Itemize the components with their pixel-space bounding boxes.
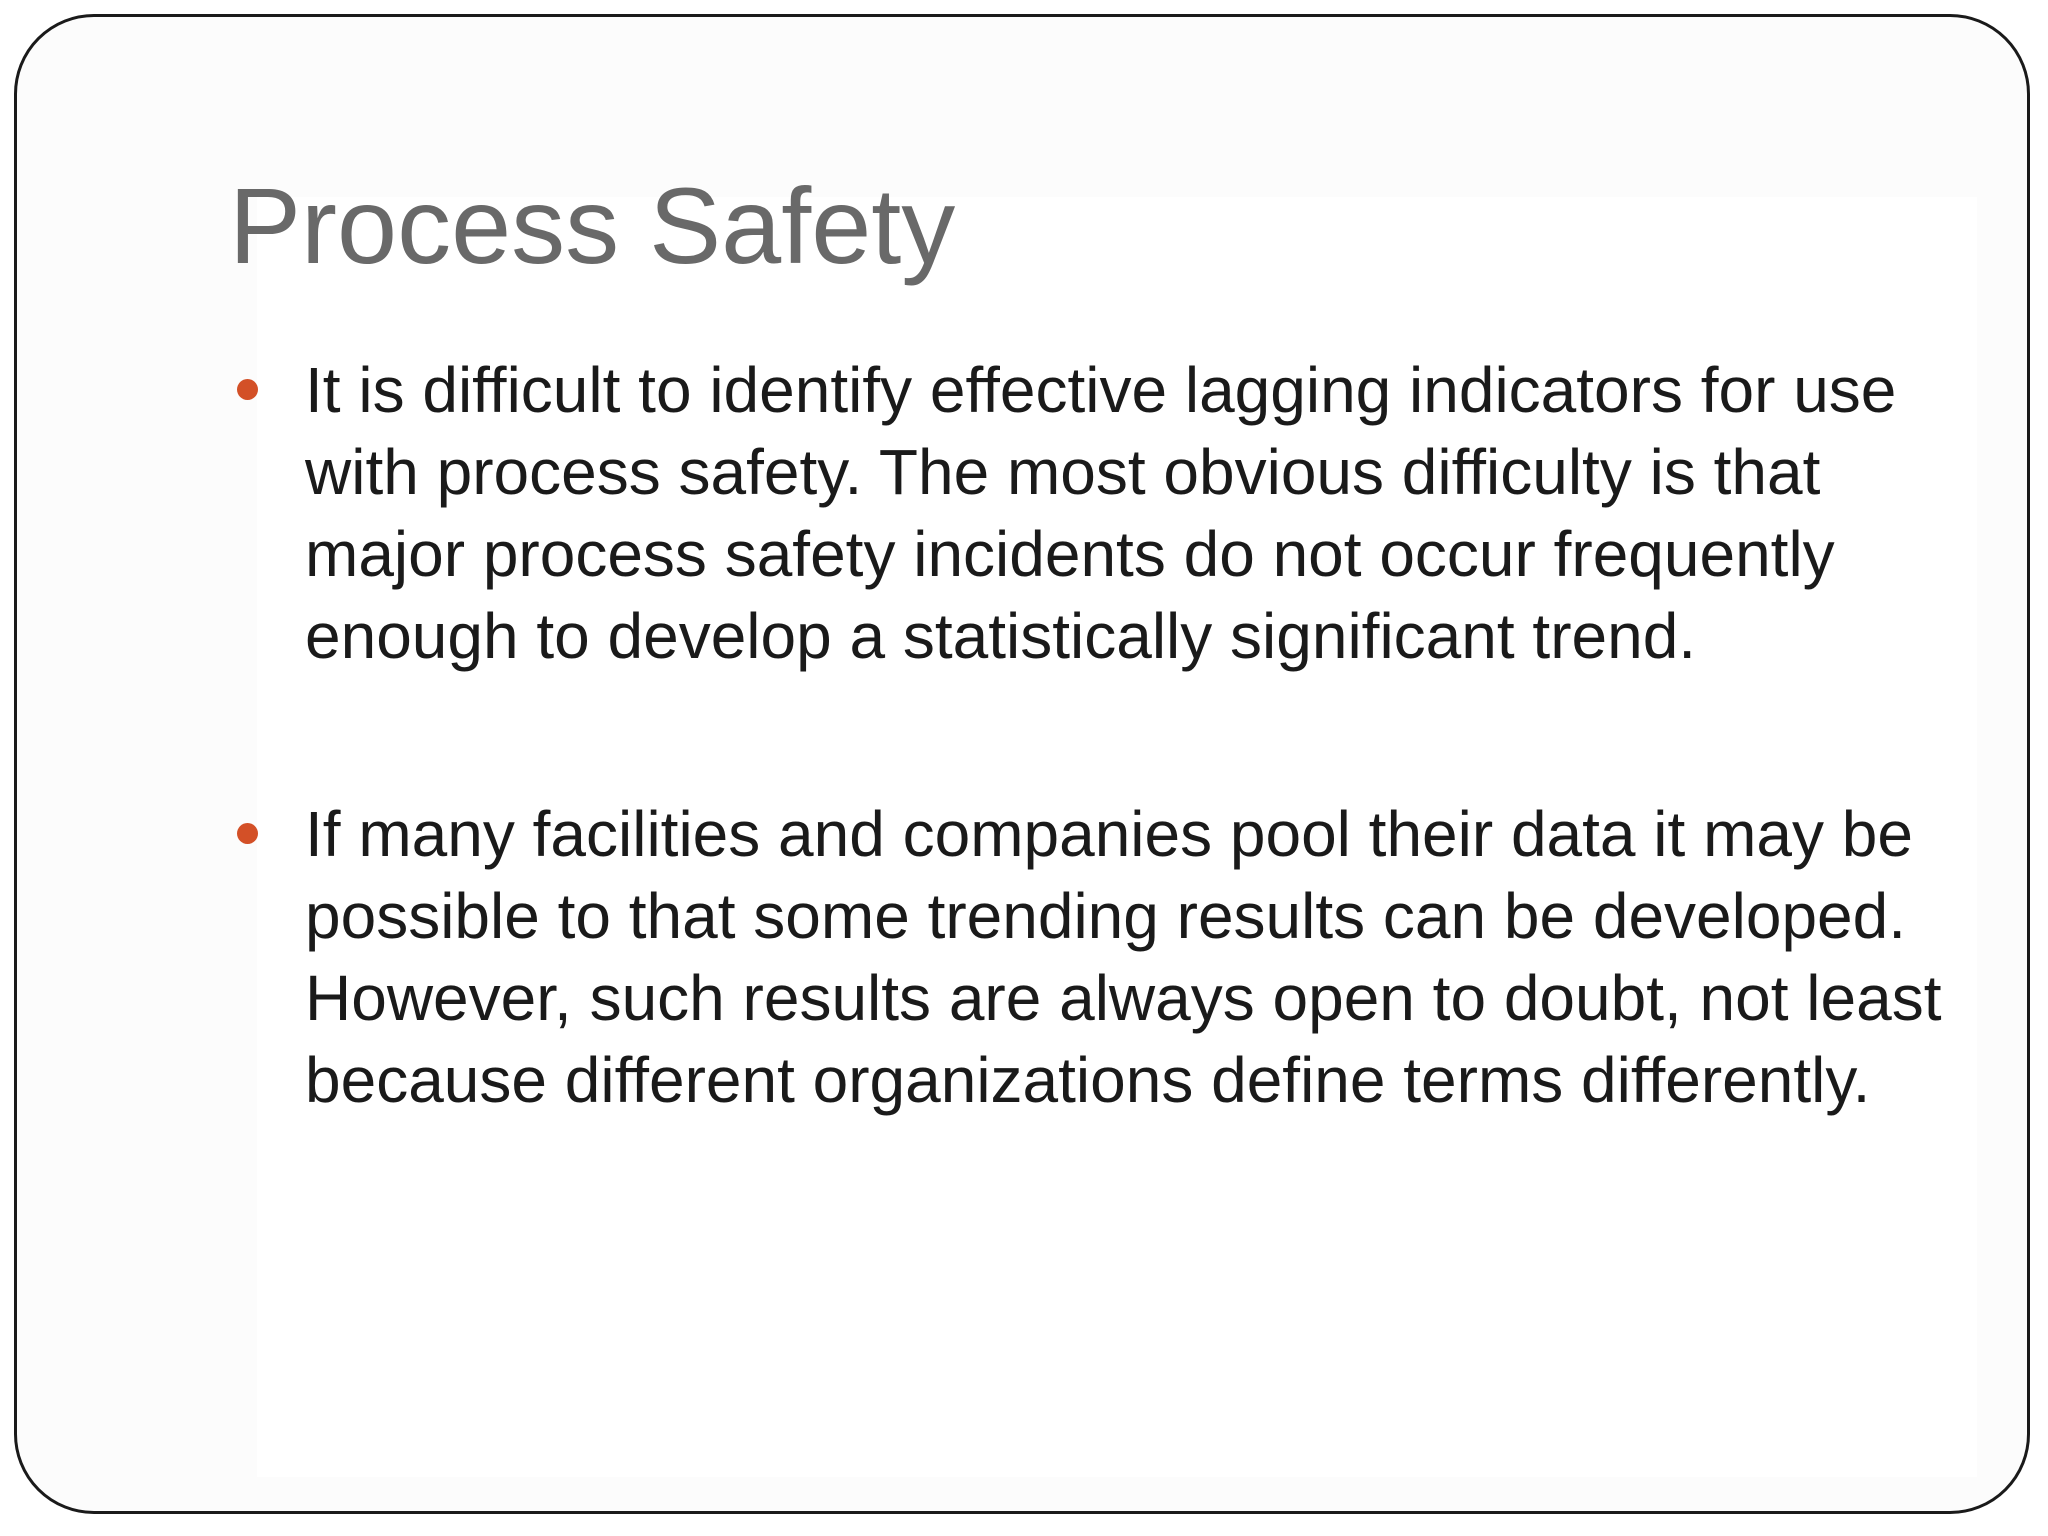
bullet-dot-icon (237, 823, 258, 844)
bullet-dot-icon (237, 379, 258, 400)
bullet-item (231, 793, 1951, 1121)
bullet-text: It is difficult to identify effective lagging indicators for use with process safety. The most obvious difficulty is that major process safety incidents do not occur frequently enough to develop a statistically significant trend. (305, 354, 1897, 672)
slide (14, 14, 2030, 1514)
bullet-item (231, 349, 1951, 677)
bullet-text: If many facilities and companies pool their data it may be possible to that some trending results can be developed. However, such results are always open to doubt, not least because different organizations define terms differently. (305, 798, 1942, 1116)
bullet-list (231, 349, 1951, 1121)
slide-title: Process Safety (229, 165, 956, 286)
